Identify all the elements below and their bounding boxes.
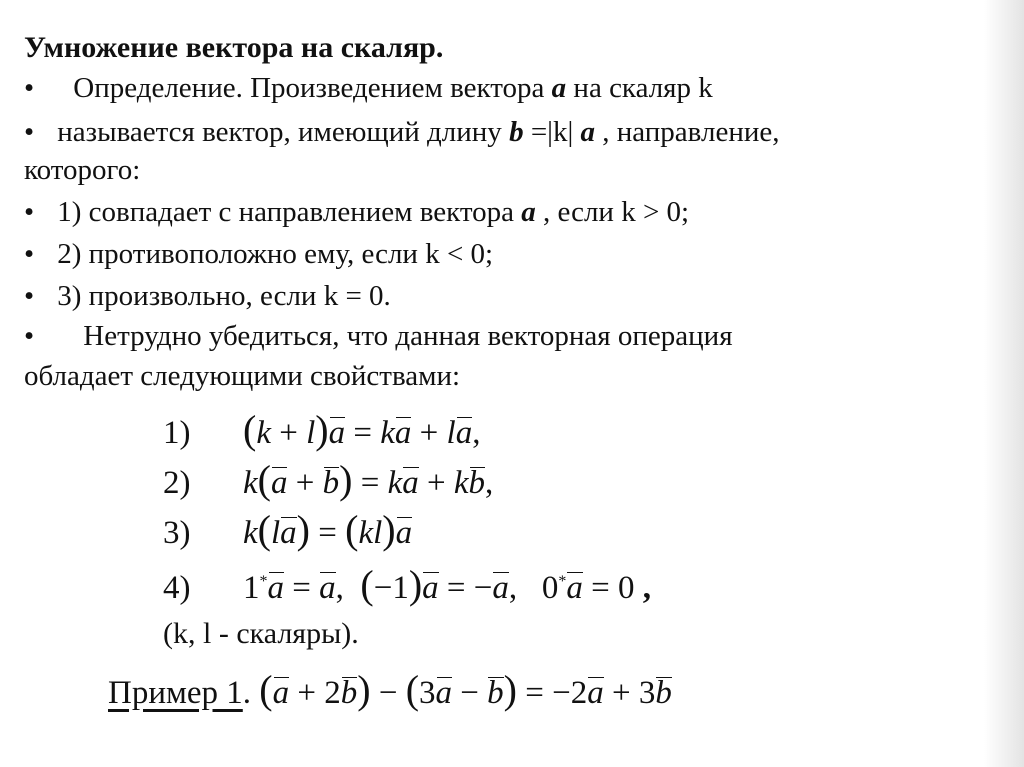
properties-intro-1: • Нетрудно убедиться, что данная векторная операция [24, 320, 733, 352]
bullet: • [24, 116, 35, 148]
property-4: 4) 1*a = a, (−1)a = −a, 0*a = 0 , [163, 562, 652, 607]
definition-line-2b: которого: [24, 154, 141, 186]
property-1: 1) (k + l)a = ka + la, [163, 407, 481, 452]
scalars-note: (k, l - скаляры). [163, 617, 359, 650]
vector-a: a [551, 72, 567, 104]
bullet: • [24, 238, 35, 270]
vector-a: a [580, 116, 596, 148]
bullet: • [24, 280, 35, 312]
property-3: 3) k(la) = (kl)a [163, 507, 413, 552]
vector-a: a [521, 196, 536, 228]
example-1: Пример 1. (a + 2b) − (3a − b) = −2a + 3b [108, 667, 672, 712]
bullet: • [24, 196, 35, 228]
vector-b: b [509, 116, 524, 148]
definition-line-1: • Определение. Произведением вектора a на скаляр k [24, 72, 713, 104]
right-edge-shadow [984, 0, 1024, 767]
slide-title: Умножение вектора на скаляр. [24, 31, 444, 64]
property-2: 2) k(a + b) = ka + kb, [163, 457, 494, 502]
case-3: • 3) произвольно, если k = 0. [24, 280, 391, 312]
case-1: • 1) совпадает с направлением вектора a , если k > 0; [24, 196, 690, 228]
bullet: • [24, 72, 35, 104]
properties-intro-2: обладает следующими свойствами: [24, 360, 461, 392]
example-label: Пример 1 [108, 675, 243, 711]
case-2: • 2) противоположно ему, если k < 0; [24, 238, 494, 270]
definition-line-2: • называется вектор, имеющий длину b =|k| a , направление, [24, 116, 780, 148]
bullet: • [24, 320, 35, 352]
